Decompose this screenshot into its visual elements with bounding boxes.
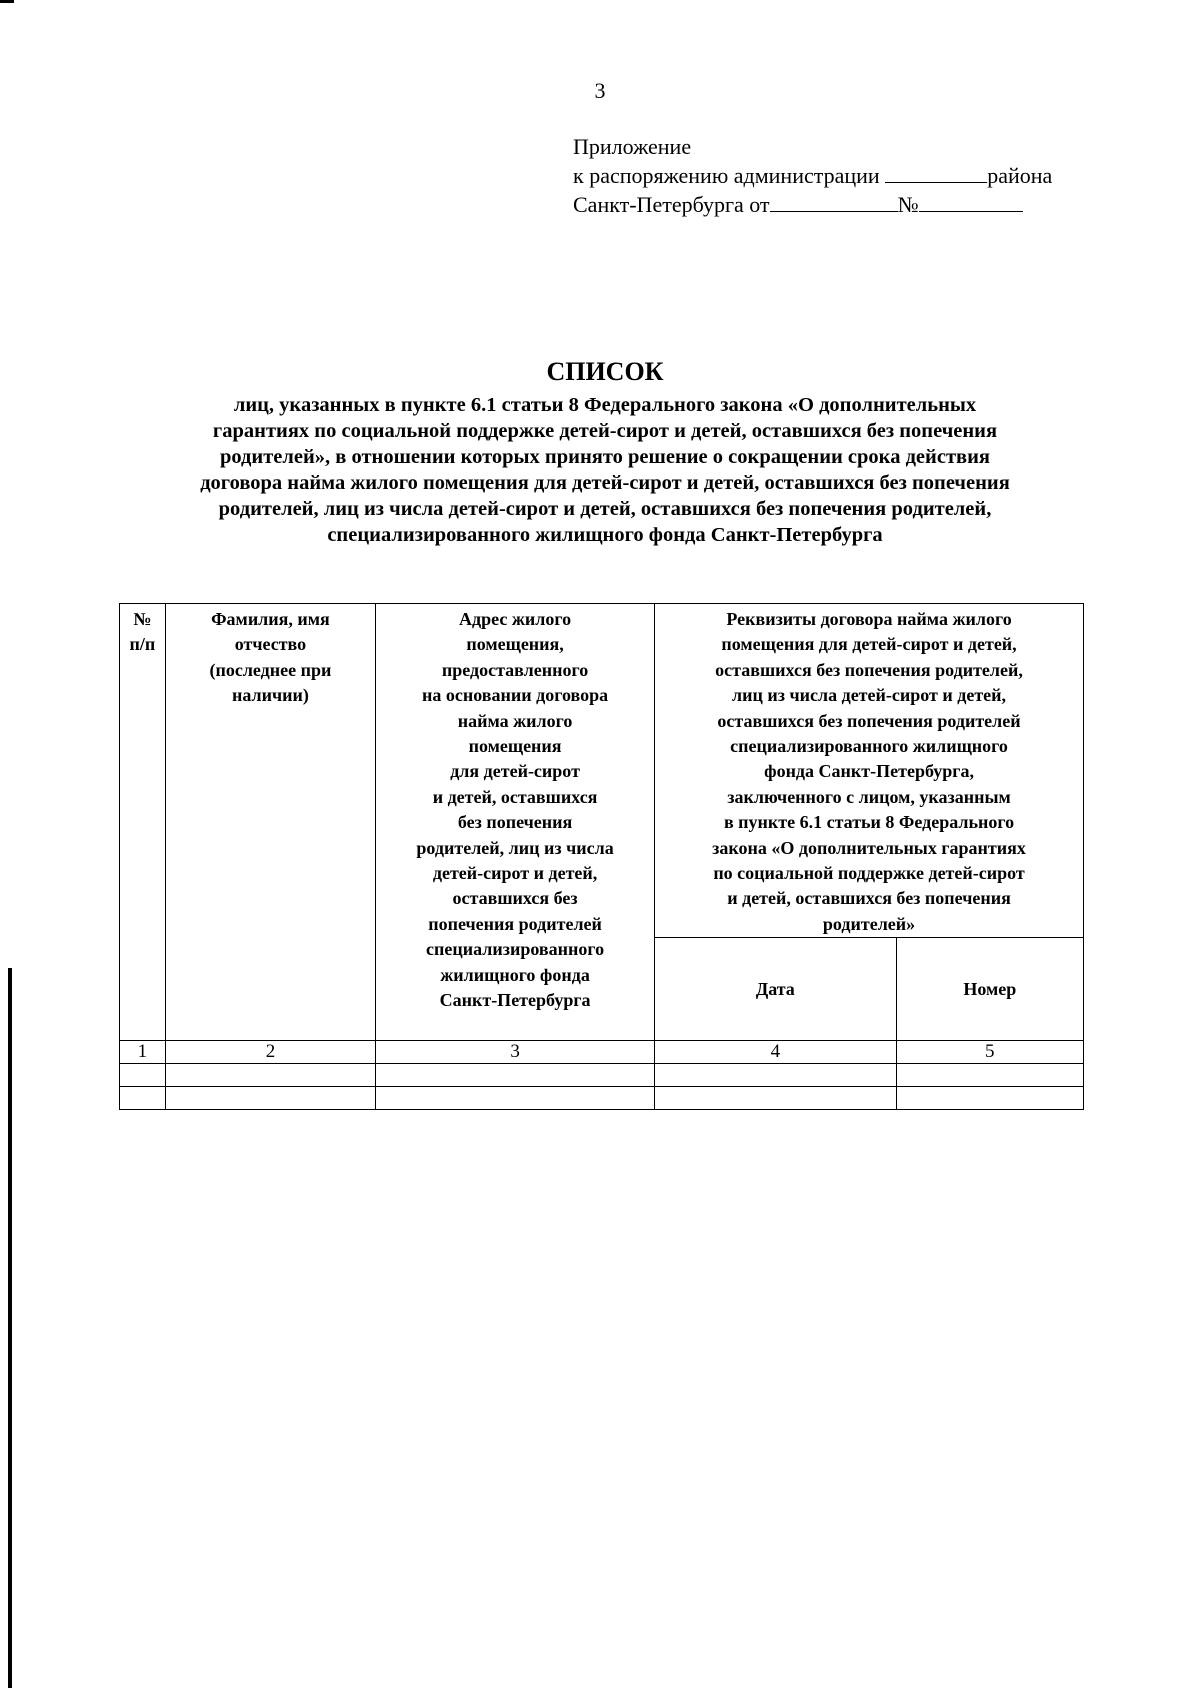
table-cell[interactable] [120, 1064, 166, 1087]
appendix-district-text: района [987, 163, 1053, 188]
document-subtitle [120, 392, 1090, 548]
appendix-order-line [573, 161, 1052, 190]
table-cell[interactable] [896, 1087, 1083, 1110]
header-date: Дата [655, 938, 897, 1041]
column-number: 5 [896, 1041, 1083, 1064]
subtitle-line: лиц, указанных в пункте 6.1 статьи 8 Федерального закона «О дополнительных [233, 394, 977, 416]
table-cell[interactable] [655, 1064, 897, 1087]
page-number: 3 [594, 78, 606, 103]
column-number: 4 [655, 1041, 897, 1064]
header-number: Номер [896, 938, 1083, 1041]
column-number: 2 [165, 1041, 375, 1064]
table-cell[interactable] [376, 1064, 655, 1087]
table-cell[interactable] [165, 1064, 375, 1087]
subtitle-line: родителей, лиц из числа детей-сирот и детей, оставшихся без попечения родителей, [218, 498, 992, 520]
appendix-order-text: к распоряжению администрации [573, 163, 886, 188]
table-cell[interactable] [896, 1064, 1083, 1087]
table-cell[interactable] [655, 1087, 897, 1110]
appendix-date-line [573, 190, 1052, 219]
appendix-city-text: Санкт-Петербурга от [573, 192, 770, 217]
header-index: № п/п [120, 604, 166, 1041]
district-blank-line [885, 162, 987, 183]
table-cell[interactable] [120, 1087, 166, 1110]
column-number: 1 [120, 1041, 166, 1064]
scan-artifact-left [8, 968, 12, 1688]
registry-table [119, 603, 1084, 1110]
number-sign: № [897, 192, 919, 217]
subtitle-line: родителей», в отношении которых принято решение о сокращении срока действия [219, 446, 990, 468]
subtitle-line: специализированного жилищного фонда Санкт-Петербурга [327, 524, 883, 546]
subtitle-line: договора найма жилого помещения для детей-сирот и детей, оставшихся без попечения [200, 472, 1010, 494]
column-number: 3 [376, 1041, 655, 1064]
header-full-name: Фамилия, имя отчество (последнее при наличии) [165, 604, 375, 1041]
appendix-label: Приложение [573, 134, 692, 159]
table-row [120, 1087, 1084, 1110]
document-title: СПИСОК [546, 357, 664, 386]
table-cell[interactable] [165, 1087, 375, 1110]
appendix-block [573, 132, 1052, 219]
scan-artifact-top [0, 0, 14, 3]
date-blank-line [770, 191, 898, 212]
table-cell[interactable] [376, 1087, 655, 1110]
number-blank-line [919, 191, 1023, 212]
subtitle-line: гарантиях по социальной поддержке детей-сирот и детей, оставшихся без попечения [212, 420, 998, 442]
column-number-row [120, 1041, 1084, 1064]
table-row [120, 1064, 1084, 1087]
title-block [120, 357, 1090, 548]
header-contract-details: Реквизиты договора найма жилого помещения для детей-сирот и детей, оставшихся без попечения родителей, лиц из числа детей-сирот и детей, оставшихся без попечения родителей специализированного жилищного фонда Санкт-Петербурга, заключенного с лицом, указанным в пункте 6.1 статьи 8 Федерального закона «О дополнительных гарантиях по социальной поддержке детей-сирот и детей, оставшихся без попечения родителей» [655, 604, 1084, 938]
header-address: Адрес жилого помещения, предоставленного на основании договора найма жилого помещения для детей-сирот и детей, оставшихся без попечения родителей, лиц из числа детей-сирот и детей, оставшихся без попечения родителей специализированного жилищного фонда Санкт-Петербурга [376, 604, 655, 1041]
